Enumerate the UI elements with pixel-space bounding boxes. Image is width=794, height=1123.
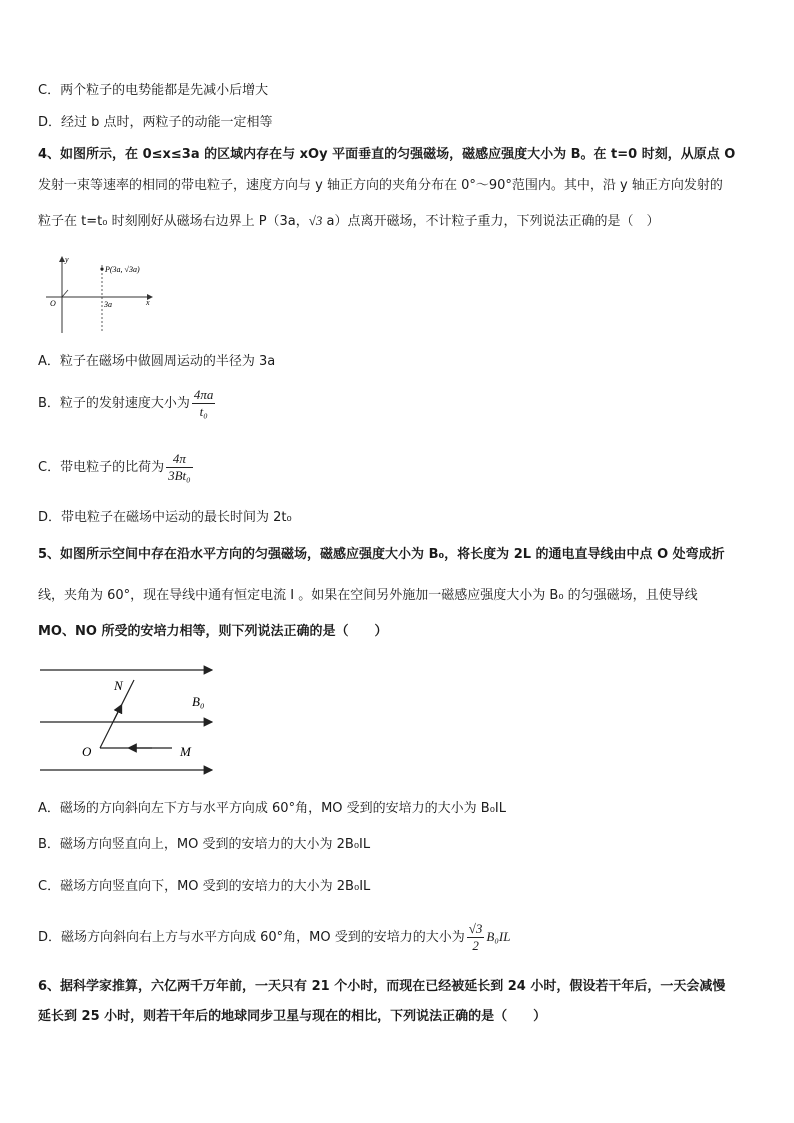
q4-point-p <box>100 267 103 270</box>
q5-option-d-denominator: 2 <box>472 938 479 953</box>
q5-option-c: C．磁场方向竖直向下，MO 受到的安培力的大小为 2B₀IL <box>38 879 371 894</box>
q5-option-d <box>38 921 510 954</box>
q5-stem-line1: 5、如图所示空间中存在沿水平方向的匀强磁场，磁感应强度大小为 B₀，将长度为 2L 的通电直导线由中点 O 处弯成折 <box>38 547 725 562</box>
q5-option-d-text: D．磁场方向斜向右上方与水平方向成 60°角，MO 受到的安培力的大小为 <box>38 930 465 945</box>
q5-label-o: O <box>82 744 92 759</box>
q4-option-b-fraction <box>192 387 216 420</box>
q4-stem-line3-a: 粒子在 t=t₀ 时刻刚好从磁场右边界上 P（3a， <box>38 214 309 229</box>
q4-point-label: P(3a, √3a) <box>105 265 140 274</box>
q4-option-c-fraction <box>166 451 193 484</box>
q4-stem-line3-sqrt: √3 <box>308 213 323 228</box>
q6-stem-line1: 6、据科学家推算，六亿两千万年前，一天只有 21 个小时，而现在已经被延长到 24 小时，假设若干年后，一天会减慢 <box>38 979 726 994</box>
q5-label-n: N <box>114 678 123 693</box>
q4-figure <box>40 253 160 338</box>
q5-current-arrow-no <box>114 708 120 720</box>
q3-option-c: C．两个粒子的电势能都是先减小后增大 <box>38 83 269 98</box>
q4-option-a: A．粒子在磁场中做圆周运动的半径为 3a <box>38 354 276 369</box>
q5-option-d-fraction <box>467 921 485 954</box>
q4-option-b-text: B．粒子的发射速度大小为 <box>38 396 190 411</box>
q5-option-b: B．磁场方向竖直向上，MO 受到的安培力的大小为 2B₀IL <box>38 837 371 852</box>
q5-stem-line3: MO、NO 所受的安培力相等，则下列说法正确的是（ ） <box>38 624 388 639</box>
q4-option-b-denominator: t₀ <box>199 404 208 419</box>
q5-label-m: M <box>180 744 191 759</box>
q4-tick-label: 3a <box>104 300 112 309</box>
q4-y-label: y <box>65 255 69 264</box>
q4-option-d: D．带电粒子在磁场中运动的最长时间为 2t₀ <box>38 510 292 525</box>
q5-option-d-tail: B₀IL <box>486 929 511 944</box>
q4-option-c-denominator: 3Bt₀ <box>168 468 191 483</box>
q5-stem-line2: 线，夹角为 60°，现在导线中通有恒定电流 I 。如果在空间另外施加一磁感应强度大小为 B₀ 的匀强磁场，且使导线 <box>38 588 698 603</box>
q5-figure <box>36 660 226 780</box>
q4-x-label: x <box>146 298 150 307</box>
q5-label-b0: B₀ <box>192 694 205 709</box>
q4-option-b <box>38 387 217 420</box>
q4-option-c-text: C．带电粒子的比荷为 <box>38 460 165 475</box>
q4-stem-line1: 4、如图所示，在 0≤x≤3a 的区域内存在与 xOy 平面垂直的匀强磁场，磁感应强度大小为 B。在 t=0 时刻，从原点 O <box>38 147 736 162</box>
q4-option-c-numerator: 4π <box>166 451 193 468</box>
q4-option-b-numerator: 4πa <box>193 387 214 402</box>
q5-option-d-numerator: √3 <box>468 921 483 936</box>
q4-stem-line2: 发射一束等速率的相同的带电粒子，速度方向与 y 轴正方向的夹角分布在 0°～90°范围内。其中，沿 y 轴正方向发射的 <box>38 178 723 193</box>
q4-stem-line3-c: a）点离开磁场，不计粒子重力，下列说法正确的是（ ） <box>322 214 660 229</box>
q3-option-d: D．经过 b 点时，两粒子的动能一定相等 <box>38 115 273 130</box>
q4-launch-arrow <box>62 290 68 297</box>
q6-stem-line2: 延长到 25 小时，则若干年后的地球同步卫星与现在的相比，下列说法正确的是（ ） <box>38 1009 547 1024</box>
q4-stem-line3 <box>38 212 660 231</box>
q4-option-c <box>38 451 195 484</box>
q5-option-a: A．磁场的方向斜向左下方与水平方向成 60°角，MO 受到的安培力的大小为 B₀IL <box>38 801 506 816</box>
q4-origin-label: O <box>50 299 56 308</box>
